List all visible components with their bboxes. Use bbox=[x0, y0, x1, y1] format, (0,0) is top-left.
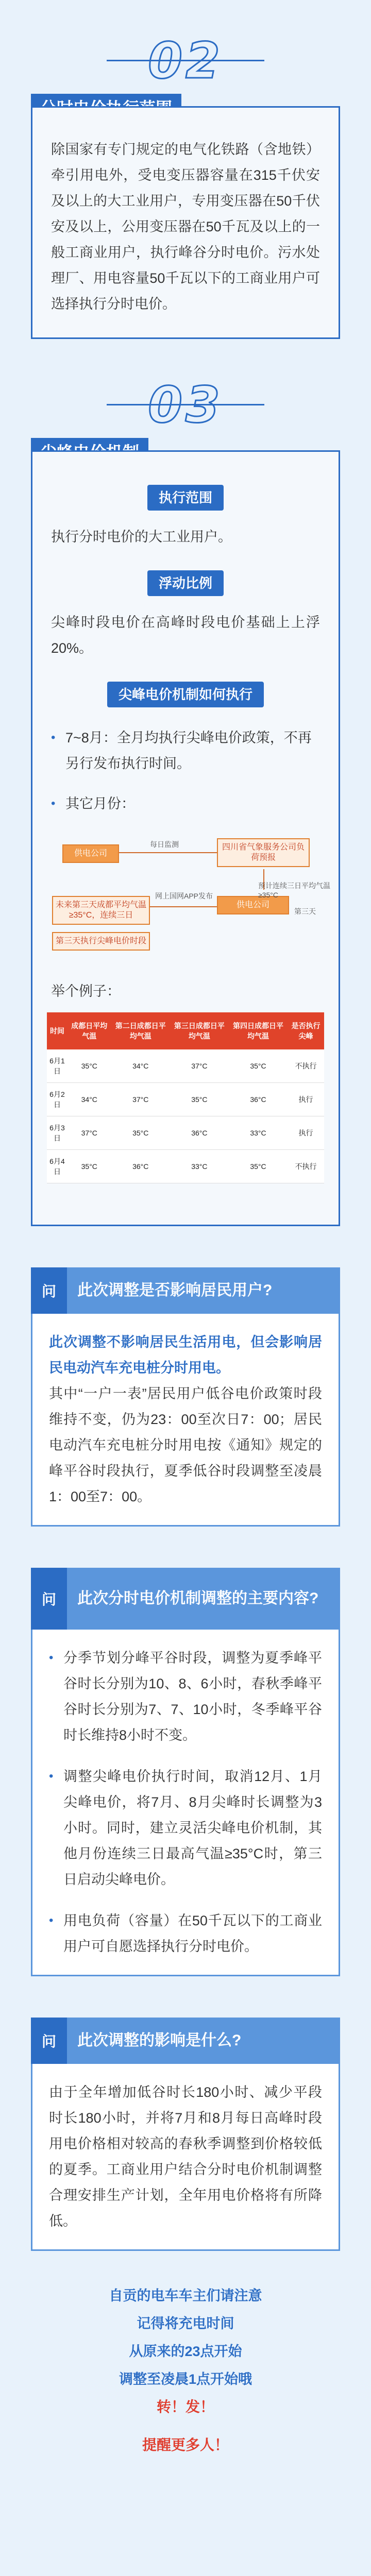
bullet-dot-icon: • bbox=[49, 1651, 54, 1665]
footer-share: 转！发！ bbox=[156, 2399, 214, 2415]
answer-bullet bbox=[49, 1645, 322, 1748]
section-02-box bbox=[31, 106, 340, 339]
flow-line bbox=[150, 906, 217, 907]
table-cell: 36°C bbox=[170, 1116, 229, 1150]
table-cell: 6月1日 bbox=[47, 1049, 68, 1083]
table-cell: 36°C bbox=[229, 1083, 288, 1116]
section-02-header bbox=[31, 0, 340, 90]
table-cell: 执行 bbox=[288, 1116, 324, 1150]
table-header: 时间 bbox=[47, 1012, 68, 1049]
answer-text: 用电负荷（容量）在50千瓦以下的工商业用户可自愿选择执行分时电价。 bbox=[63, 1913, 322, 1954]
table-header: 是否执行尖峰 bbox=[288, 1012, 324, 1049]
section-number bbox=[148, 32, 223, 90]
question-header bbox=[31, 1267, 340, 1314]
flow-box-supplier-2: 供电公司 bbox=[217, 896, 289, 914]
answer-text: 分季节划分峰平谷时段，调整为夏季峰平谷时长分别为10、8、6小时，春秋季峰平谷时长分别为7、7、10小时，冬季峰平谷时长维持8小时不变。 bbox=[63, 1650, 322, 1743]
table-header: 第四日成都日平均气温 bbox=[229, 1012, 288, 1049]
answer-text: 由于全年增加低谷时长180小时、减少平段时长180小时，并将7月和8月每日高峰时段用电价格相对较高的春秋季调整到价格较低的夏季。工商业用户结合分时电价机制调整合理安排生产计划，全年用电价格将有所降低。 bbox=[49, 2084, 322, 2229]
footer-line: 自贡的电车车主们请注意 bbox=[109, 2288, 262, 2303]
table-row bbox=[47, 1150, 324, 1183]
footer-remind: 提醒更多人！ bbox=[142, 2437, 229, 2453]
table-row bbox=[47, 1049, 324, 1083]
table-cell: 35°C bbox=[68, 1049, 111, 1083]
bullet-text: 其它月份： bbox=[65, 796, 135, 811]
chip-scope: 执行范围 bbox=[147, 485, 224, 511]
flow-label-app: 网上国网APP发布 bbox=[155, 892, 213, 900]
flow-diagram bbox=[47, 829, 330, 963]
bullet-dot-icon: • bbox=[51, 731, 56, 744]
section-03-title-wrap bbox=[31, 430, 340, 450]
table-cell: 不执行 bbox=[288, 1150, 324, 1183]
table-cell: 34°C bbox=[68, 1083, 111, 1116]
chip-wrap bbox=[32, 664, 339, 718]
answer-highlight: 此次调整不影响居民生活用电，但会影响居民电动汽车充电桩分时用电。 bbox=[49, 1334, 322, 1376]
ratio-text: 尖峰时段电价在高峰时段电价基础上上浮20%。 bbox=[51, 615, 320, 656]
table-cell: 6月2日 bbox=[47, 1083, 68, 1116]
footer-line: 记得将充电时间 bbox=[137, 2316, 234, 2331]
chip-ratio: 浮动比例 bbox=[147, 570, 224, 596]
qa-main-content bbox=[31, 1568, 340, 1976]
table-row bbox=[47, 1116, 324, 1150]
table-row bbox=[47, 1083, 324, 1116]
flow-label-heat: 预计连续三日平均气温≥35°C bbox=[258, 882, 330, 899]
answer-body bbox=[31, 1314, 340, 1527]
table-cell: 35°C bbox=[68, 1150, 111, 1183]
answer-body bbox=[31, 1630, 340, 1976]
table-header: 第三日成都日平均气温 bbox=[170, 1012, 229, 1049]
table-cell: 35°C bbox=[229, 1150, 288, 1183]
section-03-box bbox=[31, 450, 340, 1226]
section-03-header bbox=[31, 339, 340, 434]
qa-residential bbox=[31, 1267, 340, 1527]
answer-text: 调整尖峰电价执行时间，取消12月、1月尖峰电价，将7月、8月尖峰时长调整为3小时。同时，建立灵活尖峰电价机制，其他月份连续三日最高气温≥35°C时，第三日启动尖峰电价。 bbox=[63, 1769, 322, 1887]
table-header: 第二日成都日平均气温 bbox=[111, 1012, 170, 1049]
bullet-text: 7~8月：全月均执行尖峰电价政策，不再另行发布执行时间。 bbox=[65, 730, 312, 771]
question-header bbox=[31, 1568, 340, 1630]
flow-box-supplier: 供电公司 bbox=[62, 844, 119, 863]
chip-wrap bbox=[32, 467, 339, 521]
chip-howto: 尖峰电价机制如何执行 bbox=[107, 682, 264, 707]
spacer bbox=[32, 1189, 339, 1209]
table-cell: 33°C bbox=[229, 1116, 288, 1150]
table-header-row bbox=[47, 1012, 324, 1049]
footer-line: 从原来的23点开始 bbox=[129, 2344, 242, 2359]
section-02-title-wrap bbox=[31, 86, 340, 106]
answer-body bbox=[31, 2064, 340, 2251]
bullet-other-months bbox=[32, 784, 339, 824]
table-cell: 35°C bbox=[111, 1116, 170, 1150]
question-text: 此次分时电价机制调整的主要内容? bbox=[77, 1590, 319, 1607]
table-cell: 33°C bbox=[170, 1150, 229, 1183]
question-text: 此次调整的影响是什么? bbox=[77, 2032, 242, 2049]
table-cell: 6月4日 bbox=[47, 1150, 68, 1183]
chip-wrap bbox=[32, 553, 339, 606]
bullet-dot-icon: • bbox=[49, 1913, 54, 1927]
table-cell: 37°C bbox=[111, 1083, 170, 1116]
table-header: 成都日平均气温 bbox=[68, 1012, 111, 1049]
table-cell: 不执行 bbox=[288, 1049, 324, 1083]
bullet-dot-icon: • bbox=[51, 796, 56, 810]
question-mark-badge: 问 bbox=[31, 2018, 67, 2064]
footer-line: 调整至凌晨1点开始哦 bbox=[119, 2371, 252, 2387]
bullet-jul-aug bbox=[32, 718, 339, 784]
table-cell: 36°C bbox=[111, 1150, 170, 1183]
answer-text: 其中“一户一表”居民用户低谷电价政策时段维持不变，仍为23：00至次日7：00；居民电动汽车充电桩分时用电按《通知》规定的峰平谷时段执行，夏季低谷时段调整至凌晨1：00至7：00。 bbox=[49, 1386, 322, 1504]
table-cell: 34°C bbox=[111, 1049, 170, 1083]
example-table bbox=[47, 1012, 324, 1183]
table-cell: 37°C bbox=[68, 1116, 111, 1150]
flow-box-condition: 未来第三天成都平均气温≥35°C，连续三日 bbox=[52, 896, 150, 925]
question-header bbox=[31, 2018, 340, 2064]
qa-impact bbox=[31, 2018, 340, 2251]
section-number-text: 02 bbox=[148, 32, 223, 90]
flow-label-day3: 第三天 bbox=[294, 907, 316, 916]
flow-box-execute: 第三天执行尖峰电价时段 bbox=[52, 932, 150, 951]
bullet-dot-icon: • bbox=[49, 1769, 54, 1783]
section-number-text: 03 bbox=[148, 376, 223, 434]
flow-box-forecast: 四川省气象服务公司负荷预报 bbox=[217, 838, 310, 867]
example-label: 举个例子： bbox=[51, 984, 121, 999]
section-number bbox=[148, 376, 223, 434]
table-cell: 执行 bbox=[288, 1083, 324, 1116]
footer-notice bbox=[31, 2251, 340, 2459]
table-cell: 35°C bbox=[229, 1049, 288, 1083]
spacer bbox=[49, 1748, 322, 1764]
question-text: 此次调整是否影响居民用户? bbox=[77, 1282, 273, 1299]
answer-bullet bbox=[49, 1908, 322, 1959]
section-02-body: 除国家有专门规定的电气化铁路（含地铁）牵引用电外，受电变压器容量在315千伏安及以上的大工业用户，专用变压器在50千伏安及以上，公用变压器在50千瓦及以上的一般工商业用户，执行峰谷分时电价。污水处理厂、用电容量50千瓦以下的工商业用户可选择执行分时电价。 bbox=[51, 142, 320, 312]
table-cell: 37°C bbox=[170, 1049, 229, 1083]
scope-text: 执行分时电价的大工业用户。 bbox=[51, 529, 232, 545]
question-mark-badge: 问 bbox=[31, 1267, 67, 1314]
spacer bbox=[49, 1892, 322, 1908]
answer-bullet bbox=[49, 1764, 322, 1892]
flow-line bbox=[119, 852, 217, 853]
question-mark-badge: 问 bbox=[31, 1568, 67, 1630]
table-cell: 35°C bbox=[170, 1083, 229, 1116]
flow-label-monitor: 每日监测 bbox=[150, 840, 179, 849]
table-cell: 6月3日 bbox=[47, 1116, 68, 1150]
